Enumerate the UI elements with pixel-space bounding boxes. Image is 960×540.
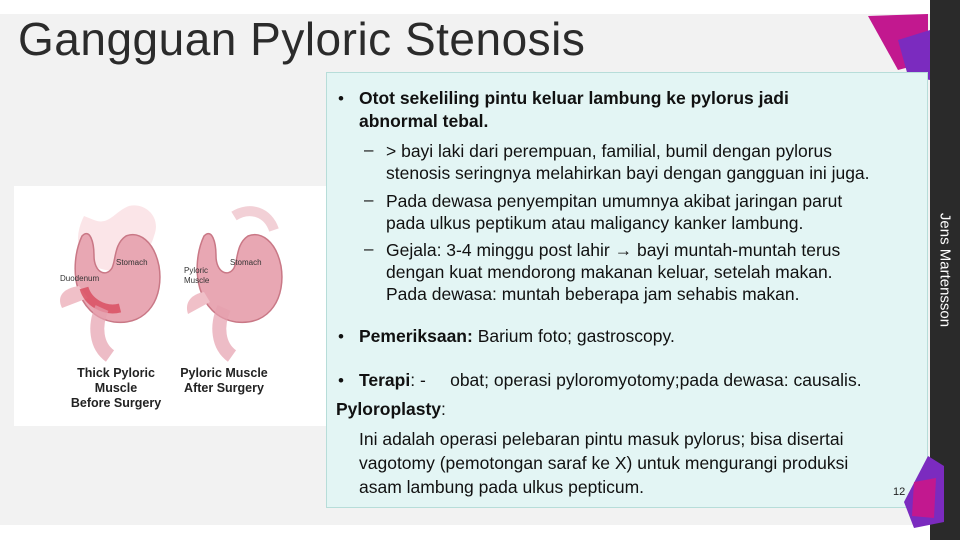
bullet-dot: •	[338, 89, 344, 108]
caption-right	[176, 366, 272, 396]
caption-left-line1: Thick Pyloric	[77, 366, 155, 380]
bullet-3	[359, 369, 862, 391]
pyloroplasty-label: Pyloroplasty	[336, 399, 442, 419]
pyloric-label-line1: Pyloric	[184, 266, 209, 275]
bullet-2-text: Barium foto; gastroscopy.	[472, 326, 675, 346]
bullet-3-label: Terapi	[359, 370, 411, 390]
dash-marker: –	[364, 239, 374, 258]
stomach-label-right: Stomach	[230, 258, 262, 267]
decorative-shape-top-icon	[858, 10, 930, 80]
duodenum-label: Duodenum	[60, 274, 100, 283]
bullet-dot: •	[338, 327, 344, 346]
side-label-text: Jens Martensson	[936, 212, 954, 328]
page-number: 12	[893, 486, 906, 498]
caption-right-line2: After Surgery	[184, 381, 264, 395]
bullet-1-line1: Otot sekeliling pintu keluar lambung ke pylorus jadi	[359, 88, 789, 108]
pyloroplasty-colon: :	[441, 399, 446, 419]
bullet-3-text: : - obat; operasi pyloromyotomy;pada dewasa: causalis.	[410, 370, 862, 390]
slide-title: Gangguan Pyloric Stenosis	[18, 13, 586, 65]
bullet-dot: •	[338, 371, 344, 390]
stomach-label-left: Stomach	[116, 258, 148, 267]
bullet-2	[359, 325, 675, 347]
sub-2-line1: Pada dewasa penyempitan umumnya akibat jaringan parut	[386, 191, 843, 211]
para-line1: Ini adalah operasi pelebaran pintu masuk pylorus; bisa disertai	[359, 429, 844, 449]
dash-marker: –	[364, 190, 374, 209]
sub-1-line2: stenosis seringnya melahirkan bayi dengan gangguan ini juga.	[386, 163, 870, 183]
sub-3-line1: Gejala: 3-4 minggu post lahir → bayi muntah-muntah terus	[386, 240, 841, 260]
caption-left-line2: Muscle	[94, 381, 138, 395]
sub-1-line1: > bayi laki dari perempuan, familial, bumil dengan pylorus	[386, 141, 833, 161]
sub-2-line2: pada ulkus peptikum atau maligancy kanker lambung.	[386, 213, 804, 233]
dash-marker: –	[364, 140, 374, 159]
caption-right-line1: Pyloric Muscle	[180, 366, 268, 380]
para-line3: asam lambung pada ulkus pepticum.	[359, 477, 645, 497]
bullet-1-line2: abnormal tebal.	[359, 111, 489, 131]
caption-left-line3: Before Surgery	[70, 396, 162, 410]
caption-left	[66, 366, 166, 411]
para-line2: vagotomy (pemotongan saraf ke X) untuk mengurangi produksi	[359, 453, 849, 473]
pyloric-label-line2: Muscle	[184, 276, 210, 285]
sub-3-line3: Pada dewasa: muntah beberapa jam sehabis makan.	[386, 284, 800, 304]
bullet-2-label: Pemeriksaan:	[359, 326, 473, 346]
sub-3-line2: dengan kuat mendorong makanan keluar, setelah makan.	[386, 262, 833, 282]
bullet-3-line2	[336, 398, 446, 420]
